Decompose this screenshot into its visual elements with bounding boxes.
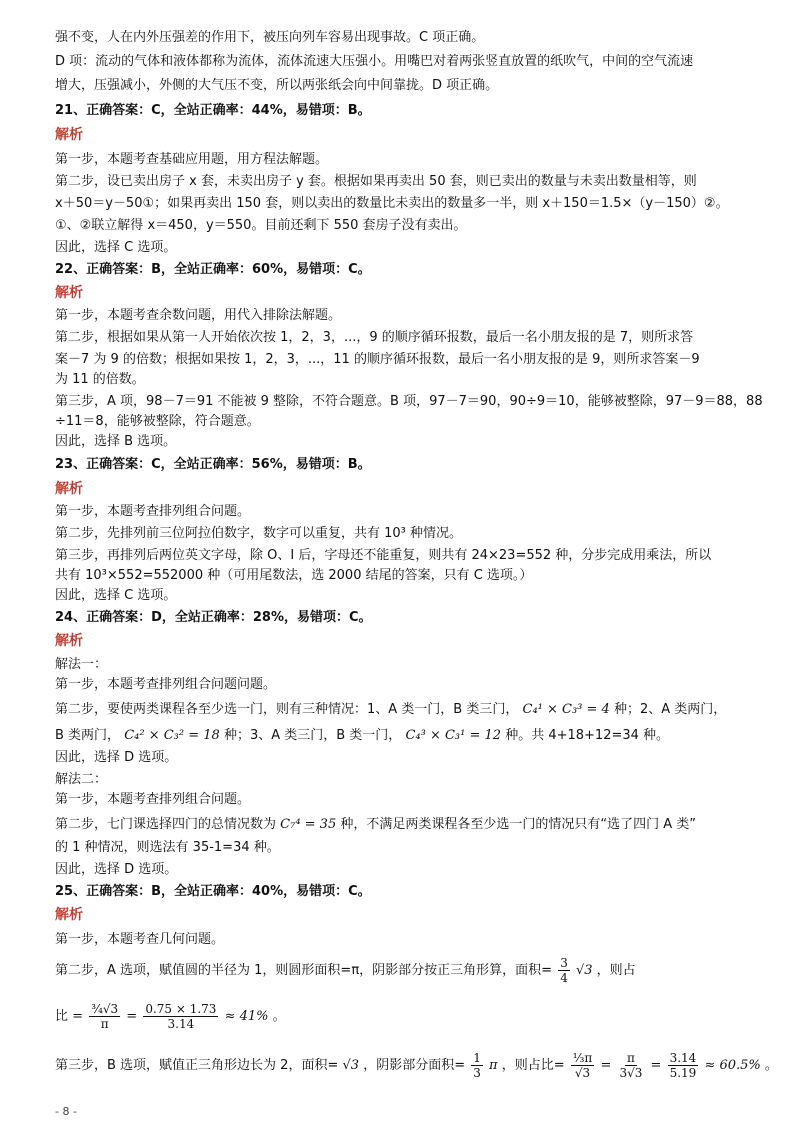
text-line: 第一步，本题考查几何问题。 — [55, 932, 225, 947]
text-line: 第一步，本题考查排列组合问题问题。 — [55, 677, 277, 692]
text-line: ÷11＝8，能够被整除，符合题意。 — [55, 414, 260, 429]
text-line: 为 11 的倍数。 — [55, 372, 145, 387]
text-span: 。 — [764, 1058, 778, 1073]
numerator: ⅓π — [572, 1051, 593, 1065]
denominator: π — [100, 1017, 109, 1031]
text-line: 增大，压强减小，外侧的大气压不变，所以两张纸会向中间靠拢。D 项正确。 — [55, 78, 499, 93]
fraction — [571, 1051, 595, 1080]
denominator: 4 — [560, 971, 568, 985]
answer-heading-25: 25、正确答案：B，全站正确率：40%，易错项：C。 — [55, 884, 371, 899]
text-line: 第三步，再排列后两位英文字母，除 O、I 后，字母还不能重复，则共有 24×23=552 种，分步完成用乘法，所以 — [55, 548, 712, 563]
analysis-label: 解析 — [55, 907, 83, 923]
denominator: 5.19 — [669, 1066, 697, 1080]
text-line — [55, 1048, 778, 1084]
fraction — [89, 1002, 120, 1031]
fraction — [471, 1051, 483, 1080]
text-line — [55, 815, 755, 834]
text-line — [55, 726, 755, 745]
denominator: 3√3 — [619, 1066, 643, 1080]
text-line: 第一步，本题考查基础应用题，用方程法解题。 — [55, 152, 329, 167]
fraction — [617, 1051, 644, 1080]
text-line — [55, 700, 755, 719]
text-line: 因此，选择 C 选项。 — [55, 588, 177, 603]
text-span: 第二步，要使两类课程各至少选一门，则有三种情况：1、A 类一门，B 类三门， — [55, 702, 519, 717]
analysis-label: 解析 — [55, 481, 83, 497]
text-span: 比 — [55, 1009, 69, 1024]
text-line: 第一步，本题考查排列组合问题。 — [55, 792, 251, 807]
text-line: 解法一： — [55, 657, 108, 672]
math-term: = — [126, 1009, 138, 1024]
text-line — [55, 956, 755, 986]
text-line: 解法二： — [55, 772, 108, 787]
analysis-label: 解析 — [55, 633, 83, 649]
numerator: 3.14 — [669, 1051, 697, 1065]
text-span: 第二步，A 选项，赋值圆的半径为 1，则圆形面积=π，阴影部分按正三角形算，面积= — [55, 963, 553, 978]
denominator: 3.14 — [167, 1017, 195, 1031]
text-line: 案－7 为 9 的倍数；根据如果按 1，2，3，...，11 的顺序循环报数，最后一名小朋友报的是 9，则所求答案－9 — [55, 352, 700, 367]
text-line: D 项：流动的气体和液体都称为流体，流体流速大压强小。用嘴巴对着两张竖直放置的纸吹气，中间的空气流速 — [55, 54, 694, 69]
text-line — [55, 1000, 755, 1034]
fraction — [668, 1051, 699, 1080]
math-term: ≈ 60.5% — [704, 1058, 761, 1073]
math-term: ≈ 41% — [224, 1009, 269, 1024]
denominator: √3 — [574, 1066, 591, 1080]
math-term: √3 — [575, 963, 593, 978]
text-line: 因此，选择 C 选项。 — [55, 240, 177, 255]
text-span: ，则占 — [596, 963, 636, 978]
fraction — [143, 1002, 218, 1031]
text-line: 第三步，A 项，98－7＝91 不能被 9 整除，不符合题意。B 项，97－7＝90，90÷9＝10，能够被整除，97－9＝88，88 — [55, 394, 763, 409]
text-span: ，阴影部分面积= — [363, 1058, 466, 1073]
text-span: 种；3、A 类三门，B 类一门， — [223, 728, 402, 743]
text-line: 第二步，根据如果从第一人开始依次按 1，2，3，...，9 的顺序循环报数，最后一名小朋友报的是 7，则所求答 — [55, 330, 694, 345]
text-line: 因此，选择 D 选项。 — [55, 750, 178, 765]
text-span: ，则占比= — [501, 1058, 565, 1073]
answer-heading-24: 24、正确答案：D，全站正确率：28%，易错项：C。 — [55, 610, 372, 625]
text-line: 第一步，本题考查余数问题，用代入排除法解题。 — [55, 308, 342, 323]
analysis-label: 解析 — [55, 127, 83, 143]
combination-formula: C₇⁴ = 35 — [280, 817, 337, 832]
text-span: 第三步，B 选项，赋值正三角形边长为 2，面积= — [55, 1058, 339, 1073]
numerator: π — [627, 1051, 635, 1065]
text-span: 种；2、A 类两门， — [613, 702, 727, 717]
text-span: 种，不满足两类课程各至少选一门的情况只有“选了四门 A 类” — [340, 817, 697, 832]
text-line: 因此，选择 D 选项。 — [55, 862, 178, 877]
numerator: 0.75 × 1.73 — [145, 1002, 217, 1016]
analysis-label: 解析 — [55, 285, 83, 301]
text-span: 种。共 4+18+12=34 种。 — [505, 728, 670, 743]
combination-formula: C₄¹ × C₃³ = 4 — [522, 702, 610, 717]
text-line: 共有 10³×552=552000 种（可用尾数法，选 2000 结尾的答案，只有 C 选项。） — [55, 568, 533, 583]
combination-formula: C₄³ × C₃¹ = 12 — [405, 728, 502, 743]
page-number: - 8 - — [55, 1105, 77, 1118]
text-line: x＋50＝y－50①；如果再卖出 150 套，则以卖出的数量比未卖出的数量多一半，则 x＋150＝1.5×（y－150）②。 — [55, 196, 729, 211]
math-term: = — [600, 1058, 612, 1073]
answer-heading-21: 21、正确答案：C，全站正确率：44%，易错项：B。 — [55, 103, 371, 118]
numerator: 3 — [560, 956, 568, 970]
text-span: B 类两门， — [55, 728, 121, 743]
text-line: 强不变，人在内外压强差的作用下，被压向列车容易出现事故。C 项正确。 — [55, 30, 485, 45]
answer-heading-22: 22、正确答案：B，全站正确率：60%，易错项：C。 — [55, 262, 371, 277]
math-term: π — [489, 1058, 498, 1073]
text-line: 第二步，先排列前三位阿拉伯数字，数字可以重复，共有 10³ 种情况。 — [55, 526, 463, 541]
combination-formula: C₄² × C₃² = 18 — [124, 728, 220, 743]
denominator: 3 — [473, 1066, 481, 1080]
numerator: 1 — [473, 1051, 481, 1065]
text-line: 第二步，设已卖出房子 x 套，未卖出房子 y 套。根据如果再卖出 50 套，则已卖出的数量与未卖出数量相等，则 — [55, 174, 697, 189]
numerator: ¾√3 — [91, 1002, 119, 1016]
text-line: 第一步，本题考查排列组合问题。 — [55, 504, 251, 519]
text-span: 。 — [272, 1009, 286, 1024]
math-term: = — [72, 1009, 84, 1024]
text-line: ①、②联立解得 x＝450，y＝550。目前还剩下 550 套房子没有卖出。 — [55, 218, 467, 233]
math-term: = — [650, 1058, 662, 1073]
fraction — [558, 956, 570, 985]
answer-heading-23: 23、正确答案：C，全站正确率：56%，易错项：B。 — [55, 457, 371, 472]
math-term: √3 — [342, 1058, 360, 1073]
text-line: 因此，选择 B 选项。 — [55, 434, 177, 449]
text-span: 第二步，七门课选择四门的总情况数为 — [55, 817, 277, 832]
text-line: 的 1 种情况，则选法有 35-1=34 种。 — [55, 840, 280, 855]
